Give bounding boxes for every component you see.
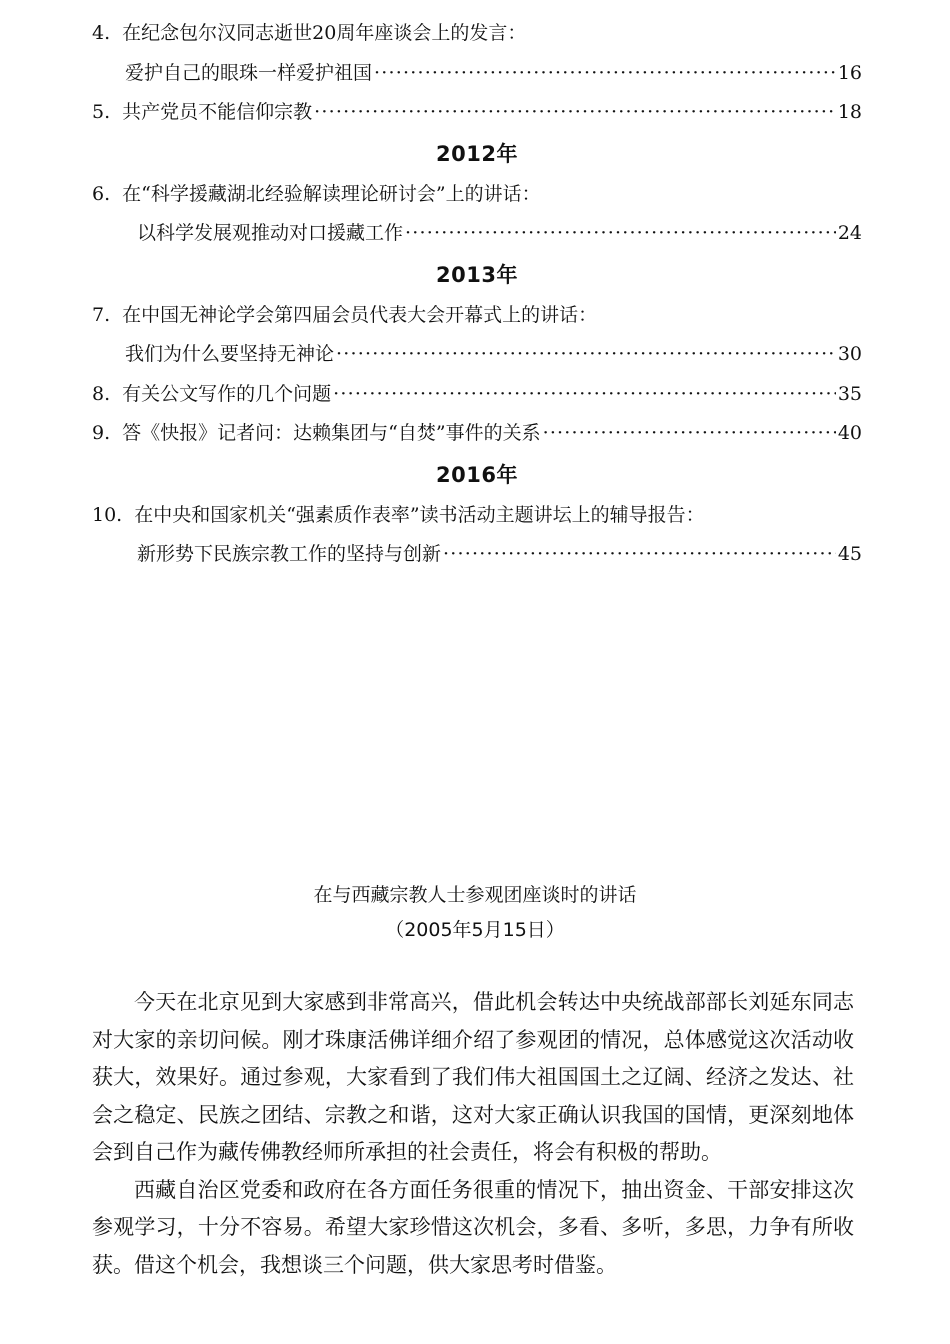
toc-entry-number: 9.: [92, 422, 111, 444]
toc-entry-number: 10.: [92, 503, 123, 526]
toc-entry[interactable]: [92, 375, 862, 415]
toc-entry-title: 答《快报》记者问：达赖集团与“自焚”事件的关系: [122, 422, 541, 444]
toc-entry[interactable]: [92, 14, 862, 54]
toc-entry[interactable]: [92, 93, 862, 133]
toc-entry-title: 我们为什么要坚持无神论: [125, 343, 335, 365]
year-heading: 2016年: [436, 462, 518, 487]
toc-page-number: 18: [837, 101, 862, 123]
toc-entry-title: 新形势下民族宗教工作的坚持与创新: [137, 543, 442, 565]
toc-leader-dots: [333, 375, 836, 415]
toc-entry-subtitle[interactable]: [125, 335, 862, 375]
year-heading: 2013年: [436, 262, 518, 287]
toc-entry-subtitle[interactable]: [137, 535, 862, 575]
toc-leader-dots: [443, 535, 836, 575]
toc-entry-title: 爱护自己的眼珠一样爱护祖国: [125, 61, 373, 84]
toc-page-number: 24: [837, 222, 862, 244]
toc-entry[interactable]: [92, 496, 862, 536]
toc-entry-title: 有关公文写作的几个问题: [122, 382, 332, 405]
toc-leader-dots: [314, 93, 836, 133]
toc-entry-number: 8.: [92, 382, 111, 405]
toc-page-number: 30: [837, 343, 862, 365]
toc-leader-dots: [336, 335, 836, 375]
toc-entry-subtitle[interactable]: [137, 214, 862, 254]
toc-entry-number: 5.: [92, 101, 111, 123]
article-paragraph: 西藏自治区党委和政府在各方面任务很重的情况下，抽出资金、干部安排这次参观学习，十分不容易。希望大家珍惜这次机会，多看、多听，多思，力争有所收获。借这个机会，我想谈三个问题，供大家思考时借鉴。: [92, 1177, 854, 1277]
toc-page-number: 40: [837, 422, 862, 444]
toc-page-number: 45: [837, 543, 862, 565]
toc-entry-title: 在纪念包尔汉同志逝世20周年座谈会上的发言：: [122, 22, 527, 44]
article-title: 在与西藏宗教人士参观团座谈时的讲话: [313, 884, 637, 906]
toc-leader-dots: [405, 214, 836, 254]
toc-leader-dots: [543, 414, 836, 454]
toc-entry-title: 以科学发展观推动对口援藏工作: [137, 222, 404, 244]
article-body: [92, 984, 854, 1284]
article-paragraph: 今天在北京见到大家感到非常高兴，借此机会转达中央统战部部长刘延东同志对大家的亲切问候。刚才珠康活佛详细介绍了参观团的情况，总体感觉这次活动收获大，效果好。通过参观，大家看到了我们伟大祖国国土之辽阔、经济之发达、社会之稳定、民族之团结、宗教之和谐，这对大家正确认识我国的国情，更深刻地体会到自己作为藏传佛教经师所承担的社会责任，将会有积极的帮助。: [92, 990, 854, 1164]
toc-entry[interactable]: [92, 296, 862, 336]
toc-entry-title: 在“科学援藏湖北经验解读理论研讨会”上的讲话：: [122, 182, 541, 205]
toc-entry-title: 在中央和国家机关“强素质作表率”读书活动主题讲坛上的辅导报告：: [134, 503, 705, 526]
table-of-contents: [92, 14, 862, 575]
toc-entry-title: 共产党员不能信仰宗教: [122, 101, 313, 123]
toc-entry-title: 在中国无神论学会第四届会员代表大会开幕式上的讲话：: [122, 303, 598, 326]
toc-entry-number: 4.: [92, 22, 111, 44]
year-heading: 2012年: [436, 141, 518, 166]
article-date: （2005年5月15日）: [385, 919, 565, 941]
toc-entry-number: 6.: [92, 182, 111, 205]
toc-entry-subtitle[interactable]: [125, 54, 862, 94]
toc-entry-number: 7.: [92, 303, 111, 326]
toc-leader-dots: [374, 54, 836, 94]
toc-page-number: 35: [837, 382, 862, 405]
toc-entry[interactable]: [92, 414, 862, 454]
toc-page-number: 16: [837, 61, 862, 84]
toc-entry[interactable]: [92, 175, 862, 215]
